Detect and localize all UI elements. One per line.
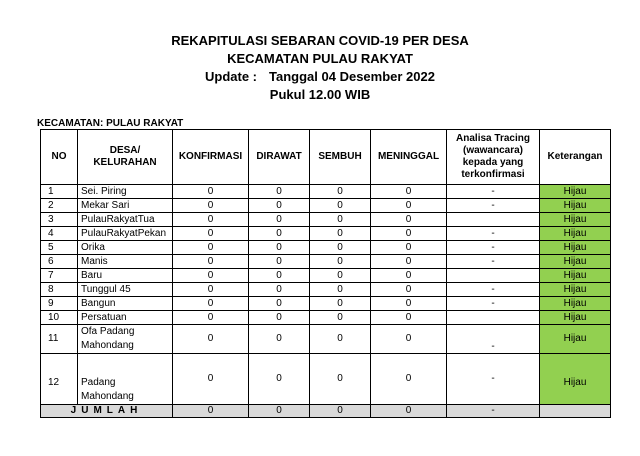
total-meninggal: 0	[371, 405, 447, 418]
row-konfirmasi: 0	[173, 297, 249, 311]
total-label: JUMLAH	[41, 405, 173, 418]
row-meninggal: 0	[371, 269, 447, 283]
col-analisa-line2: (wawancara)	[462, 145, 524, 156]
row-desa-line1: Ofa Padang	[81, 326, 135, 337]
col-no: NO	[41, 130, 78, 185]
row-sembuh: 0	[310, 297, 371, 311]
row-desa-line2: Mahondang	[81, 340, 134, 351]
row-konfirmasi: 0	[173, 283, 249, 297]
row-keterangan: Hijau	[540, 227, 611, 241]
table-row	[41, 283, 611, 297]
row-no: 12	[41, 354, 78, 405]
row-sembuh: 0	[310, 325, 371, 354]
table-header-row	[41, 130, 611, 185]
row-desa: Tunggul 45	[78, 283, 173, 297]
report-subtitle: KECAMATAN PULAU RAKYAT	[227, 51, 413, 66]
row-keterangan: Hijau	[540, 241, 611, 255]
col-analisa	[447, 130, 540, 185]
row-sembuh: 0	[310, 354, 371, 405]
table-row	[41, 227, 611, 241]
row-analisa: -	[447, 185, 540, 199]
row-dirawat: 0	[249, 185, 310, 199]
row-desa: Bangun	[78, 297, 173, 311]
row-konfirmasi: 0	[173, 255, 249, 269]
col-meninggal: MENINGGAL	[371, 130, 447, 185]
row-desa: Sei. Piring	[78, 185, 173, 199]
row-keterangan: Hijau	[540, 283, 611, 297]
row-dirawat: 0	[249, 269, 310, 283]
covid-table	[40, 129, 611, 418]
table-row	[41, 241, 611, 255]
row-desa	[78, 354, 173, 405]
row-analisa: -	[447, 199, 540, 213]
col-analisa-line1: Analisa Tracing	[456, 133, 530, 144]
row-no: 7	[41, 269, 78, 283]
row-analisa	[447, 269, 540, 283]
row-sembuh: 0	[310, 311, 371, 325]
row-konfirmasi: 0	[173, 213, 249, 227]
row-konfirmasi: 0	[173, 311, 249, 325]
row-keterangan: Hijau	[540, 297, 611, 311]
row-konfirmasi: 0	[173, 325, 249, 354]
row-analisa: -	[447, 297, 540, 311]
update-date: Tanggal 04 Desember 2022	[269, 69, 435, 84]
kecamatan-label: KECAMATAN: PULAU RAKYAT	[37, 118, 184, 129]
row-keterangan: Hijau	[540, 269, 611, 283]
row-analisa	[447, 213, 540, 227]
report-title: REKAPITULASI SEBARAN COVID-19 PER DESA	[171, 33, 469, 48]
table-row	[41, 354, 611, 405]
col-analisa-line4: terkonfirmasi	[461, 169, 525, 180]
row-dirawat: 0	[249, 241, 310, 255]
row-konfirmasi: 0	[173, 269, 249, 283]
row-dirawat: 0	[249, 255, 310, 269]
row-no: 4	[41, 227, 78, 241]
total-keterangan	[540, 405, 611, 418]
row-keterangan: Hijau	[540, 255, 611, 269]
total-row	[41, 405, 611, 418]
col-keterangan: Keterangan	[540, 130, 611, 185]
row-analisa: -	[447, 227, 540, 241]
row-meninggal: 0	[371, 354, 447, 405]
col-sembuh: SEMBUH	[310, 130, 371, 185]
row-keterangan: Hijau	[540, 199, 611, 213]
row-dirawat: 0	[249, 354, 310, 405]
update-line	[0, 68, 640, 85]
total-dirawat: 0	[249, 405, 310, 418]
table-row	[41, 297, 611, 311]
row-analisa: -	[447, 283, 540, 297]
update-label: Update :	[205, 69, 258, 84]
row-no: 1	[41, 185, 78, 199]
row-desa: Persatuan	[78, 311, 173, 325]
row-analisa: -	[447, 255, 540, 269]
table-row	[41, 185, 611, 199]
row-no: 3	[41, 213, 78, 227]
row-dirawat: 0	[249, 283, 310, 297]
table-row	[41, 311, 611, 325]
table-row	[41, 213, 611, 227]
row-desa	[78, 325, 173, 354]
total-sembuh: 0	[310, 405, 371, 418]
row-meninggal: 0	[371, 297, 447, 311]
col-analisa-line3: kepada yang	[462, 157, 524, 168]
row-analisa	[447, 311, 540, 325]
row-sembuh: 0	[310, 199, 371, 213]
row-meninggal: 0	[371, 227, 447, 241]
table-row	[41, 255, 611, 269]
row-no: 2	[41, 199, 78, 213]
row-sembuh: 0	[310, 269, 371, 283]
row-analisa: -	[447, 325, 540, 354]
row-dirawat: 0	[249, 325, 310, 354]
row-keterangan: Hijau	[540, 354, 611, 405]
row-desa: PulauRakyatTua	[78, 213, 173, 227]
row-dirawat: 0	[249, 199, 310, 213]
row-dirawat: 0	[249, 297, 310, 311]
row-keterangan: Hijau	[540, 213, 611, 227]
row-keterangan: Hijau	[540, 185, 611, 199]
col-dirawat: DIRAWAT	[249, 130, 310, 185]
row-meninggal: 0	[371, 283, 447, 297]
row-konfirmasi: 0	[173, 241, 249, 255]
row-meninggal: 0	[371, 213, 447, 227]
row-konfirmasi: 0	[173, 227, 249, 241]
row-desa: Baru	[78, 269, 173, 283]
row-meninggal: 0	[371, 241, 447, 255]
row-keterangan: Hijau	[540, 325, 611, 354]
row-no: 8	[41, 283, 78, 297]
row-dirawat: 0	[249, 311, 310, 325]
row-desa-line1: Padang	[81, 377, 116, 388]
row-no: 11	[41, 325, 78, 354]
row-no: 6	[41, 255, 78, 269]
table-row	[41, 269, 611, 283]
row-desa: Mekar Sari	[78, 199, 173, 213]
total-konfirmasi: 0	[173, 405, 249, 418]
col-desa-line1: DESA/	[109, 145, 141, 156]
row-analisa: -	[447, 354, 540, 405]
row-meninggal: 0	[371, 255, 447, 269]
row-dirawat: 0	[249, 227, 310, 241]
total-analisa: -	[447, 405, 540, 418]
col-desa-line2: KELURAHAN	[93, 157, 157, 168]
row-sembuh: 0	[310, 255, 371, 269]
row-sembuh: 0	[310, 241, 371, 255]
row-konfirmasi: 0	[173, 354, 249, 405]
col-konfirmasi: KONFIRMASI	[173, 130, 249, 185]
row-no: 9	[41, 297, 78, 311]
row-desa: Orika	[78, 241, 173, 255]
row-no: 5	[41, 241, 78, 255]
row-sembuh: 0	[310, 213, 371, 227]
row-desa-line2: Mahondang	[81, 391, 134, 402]
row-sembuh: 0	[310, 185, 371, 199]
row-desa: PulauRakyatPekan	[78, 227, 173, 241]
row-meninggal: 0	[371, 185, 447, 199]
row-keterangan: Hijau	[540, 311, 611, 325]
update-time: Pukul 12.00 WIB	[269, 87, 371, 102]
row-konfirmasi: 0	[173, 185, 249, 199]
col-desa	[78, 130, 173, 185]
table-row	[41, 325, 611, 354]
row-analisa: -	[447, 241, 540, 255]
row-dirawat: 0	[249, 213, 310, 227]
row-desa: Manis	[78, 255, 173, 269]
row-konfirmasi: 0	[173, 199, 249, 213]
row-meninggal: 0	[371, 311, 447, 325]
table-row	[41, 199, 611, 213]
row-sembuh: 0	[310, 283, 371, 297]
row-no: 10	[41, 311, 78, 325]
row-meninggal: 0	[371, 325, 447, 354]
row-meninggal: 0	[371, 199, 447, 213]
row-sembuh: 0	[310, 227, 371, 241]
